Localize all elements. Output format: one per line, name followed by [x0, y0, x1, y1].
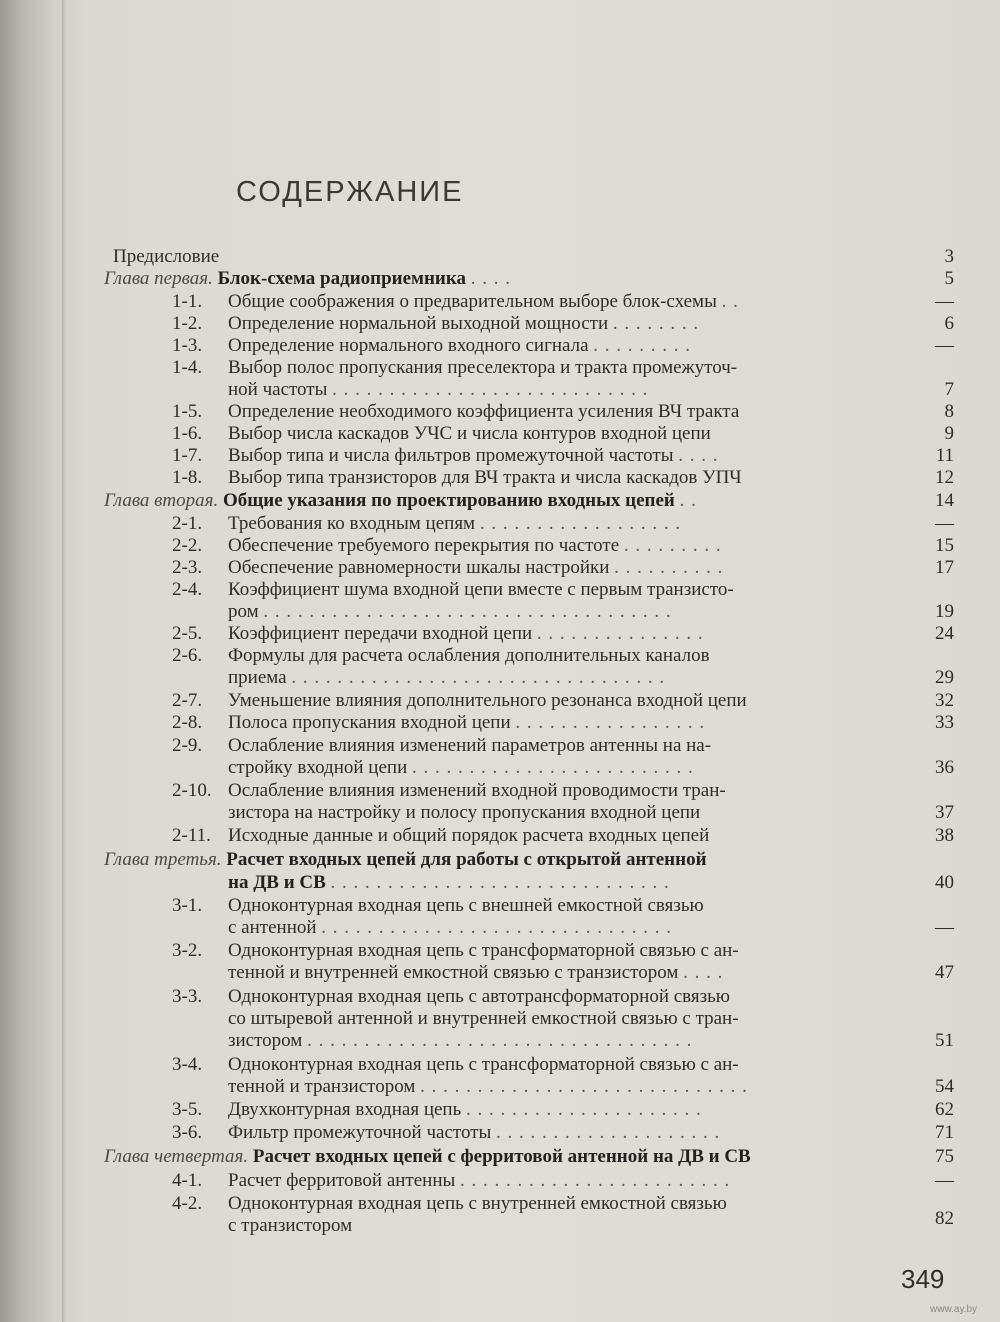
entry-text: Выбор полос пропускания преселектора и тракта промежуточ-: [228, 357, 738, 378]
entry-text: Обеспечение равномерности шкалы настройки: [228, 557, 610, 578]
entry-text: Одноконтурная входная цепь с внешней емкостной связью: [228, 895, 704, 916]
chapter-title: на ДВ и СВ: [228, 872, 326, 893]
section-number: 3-5.: [172, 1099, 203, 1120]
leader-dots: . . . . . . . . . . . . . . . . . .: [479, 513, 682, 534]
entry-text: Общие соображения о предварительном выборе блок-схемы: [228, 291, 717, 312]
chapter-2-heading: [104, 490, 697, 512]
toc-entry-1-6: [172, 423, 711, 445]
entry-text: Исходные данные и общий порядок расчета входных цепей: [228, 825, 710, 846]
entry-text: Полоса пропускания входной цепи: [228, 712, 511, 733]
toc-entry-1-8: [172, 467, 742, 489]
chapter-4-heading: [104, 1146, 751, 1168]
page-ref: 51: [935, 1030, 954, 1051]
toc-entry-2-4-cont: [228, 601, 672, 623]
page-ref: 75: [935, 1146, 954, 1167]
entry-text: с антенной: [228, 917, 317, 938]
section-number: 1-7.: [172, 445, 203, 466]
entry-text: Определение нормального входного сигнала: [228, 335, 589, 356]
chapter-title: Расчет входных цепей с ферритовой антенной на ДВ и СВ: [252, 1146, 751, 1167]
leader-dots: . . . . . . . . . . . . . . . . . . . . . . . . . . . . .: [420, 1076, 748, 1097]
entry-text: Предисловие: [113, 246, 220, 267]
toc-entry-2-10: [172, 780, 726, 802]
leader-dots: . . . . . . . . . . . . . . . . . . . . . . . . . . . . . . . . . .: [307, 1030, 693, 1051]
page-ref: 14: [935, 490, 954, 511]
entry-text: Двухконтурная входная цепь: [228, 1099, 462, 1120]
page-ref: 29: [935, 667, 954, 688]
toc-entry-2-2: [172, 535, 722, 557]
entry-text: Определение нормальной выходной мощности: [228, 313, 609, 334]
leader-dots: . . . . . . . . . . . . . . . . . . . . . . . . .: [412, 757, 694, 778]
section-number: 3-1.: [172, 895, 203, 916]
toc-entry-1-4: [172, 357, 737, 379]
entry-text: Фильтр промежуточной частоты: [228, 1122, 492, 1143]
entry-text: зистора на настройку и полосу пропускания входной цепи: [228, 802, 701, 823]
leader-dots: . . . . . . . . .: [593, 335, 692, 356]
section-number: 2-9.: [172, 735, 203, 756]
entry-text: Одноконтурная входная цепь с трансформаторной связью с ан-: [228, 940, 739, 961]
page-ref: —: [935, 917, 954, 938]
section-number: 2-4.: [172, 579, 203, 600]
section-number: 1-8.: [172, 467, 203, 488]
entry-text: Ослабление влияния изменений параметров антенны на на-: [228, 735, 712, 756]
page-ref: 11: [935, 445, 954, 466]
entry-text: Формулы для расчета ослабления дополнительных каналов: [228, 645, 710, 666]
toc-entry-2-6-cont: [228, 667, 665, 689]
entry-text: тенной и транзистором: [228, 1076, 416, 1097]
section-number: 2-11.: [172, 825, 211, 846]
toc-entry-4-1: [172, 1170, 730, 1192]
page-ref: 5: [944, 268, 954, 289]
leader-dots: . . . .: [683, 962, 724, 983]
section-number: 1-1.: [172, 291, 203, 312]
page-ref: 3: [944, 246, 954, 267]
leader-dots: . .: [679, 490, 697, 511]
toc-entry-3-3-cont2: [228, 1030, 692, 1052]
page-ref: 33: [935, 712, 954, 733]
leader-dots: . . . . . . . .: [612, 313, 700, 334]
toc-entry-4-2: [172, 1193, 727, 1215]
toc-entry-1-3: [172, 335, 691, 357]
entry-text: Выбор типа и числа фильтров промежуточной частоты: [228, 445, 674, 466]
entry-text: Определение необходимого коэффициента усиления ВЧ тракта: [228, 401, 740, 422]
section-number: 1-5.: [172, 401, 203, 422]
toc-entry-2-9: [172, 735, 711, 757]
toc-entry-3-2: [172, 940, 739, 962]
chapter-1-heading: [104, 268, 511, 290]
page-ref: —: [935, 291, 954, 312]
chapter-label: Глава третья.: [104, 849, 222, 870]
toc-entry-3-2-cont: [228, 962, 723, 984]
entry-text: Выбор числа каскадов УЧС и числа контуров входной цепи: [228, 423, 711, 444]
toc-entry-2-11: [172, 825, 709, 847]
leader-dots: . . . .: [470, 268, 512, 289]
entry-text: Обеспечение требуемого перекрытия по частоте: [228, 535, 620, 556]
entry-text: Одноконтурная входная цепь с автотрансформаторной связью: [228, 986, 730, 1007]
entry-text: Одноконтурная входная цепь с внутренней емкостной связью: [228, 1193, 727, 1214]
leader-dots: . . . . . . . . . .: [614, 557, 724, 578]
entry-text: ром: [228, 601, 259, 622]
page-ref: 54: [935, 1076, 954, 1097]
page-ref: 47: [935, 962, 954, 983]
section-number: 2-8.: [172, 712, 203, 733]
entry-text: с транзистором: [228, 1215, 353, 1236]
section-number: 2-5.: [172, 623, 203, 644]
toc-entry-3-3: [172, 986, 730, 1008]
chapter-title: Общие указания по проектированию входных цепей: [222, 490, 675, 511]
entry-text: тенной и внутренней емкостной связью с транзистором: [228, 962, 679, 983]
page-ref: 82: [935, 1208, 954, 1229]
leader-dots: . . . . . . . . . . . . . . . . . . . . .: [466, 1099, 702, 1120]
chapter-title: Блок-схема радиоприемника: [217, 268, 467, 289]
section-number: 4-2.: [172, 1193, 203, 1214]
page-ref: 8: [944, 401, 954, 422]
toc-entry-2-8: [172, 712, 705, 734]
leader-dots: . . . .: [678, 445, 719, 466]
entry-text: приема: [228, 667, 287, 688]
toc-entry-2-4: [172, 579, 734, 601]
leader-dots: . . . . . . . . . . . . . . . . . . . . . . . . . . . .: [332, 379, 649, 400]
entry-text: зистором: [228, 1030, 303, 1051]
toc-entry-2-1: [172, 513, 681, 535]
section-number: 2-1.: [172, 513, 203, 534]
toc-entry-3-4-cont: [228, 1076, 748, 1098]
toc-entry-3-3-cont: [228, 1008, 739, 1030]
chapter-3-heading: [104, 849, 707, 871]
section-number: 2-2.: [172, 535, 203, 556]
chapter-label: Глава вторая.: [104, 490, 219, 511]
page-ref: 7: [944, 379, 954, 400]
chapter-label: Глава первая.: [104, 268, 213, 289]
toc-entry-2-9-cont: [228, 757, 694, 779]
page-ref: 17: [935, 557, 954, 578]
page-ref: 19: [935, 601, 954, 622]
page-ref: 36: [935, 757, 954, 778]
page-ref: —: [935, 335, 954, 356]
section-number: 2-3.: [172, 557, 203, 578]
toc-entry-3-5: [172, 1099, 702, 1121]
page-ref: —: [935, 1170, 954, 1191]
leader-dots: . . . . . . . . . . . . . . . . . . . . . . . . . . . . . . . . .: [291, 667, 666, 688]
toc-entry-2-5: [172, 623, 704, 645]
toc-entry-2-10-cont: [228, 802, 700, 824]
toc-entry-1-7: [172, 445, 718, 467]
section-number: 2-7.: [172, 690, 203, 711]
toc-entry-2-7: [172, 690, 747, 712]
section-number: 1-6.: [172, 423, 203, 444]
section-number: 1-3.: [172, 335, 203, 356]
leader-dots: . . . . . . . . . . . . . . . . . . . . . . . . . . . . . .: [330, 872, 670, 893]
section-number: 4-1.: [172, 1170, 203, 1191]
toc-entry-3-1: [172, 895, 704, 917]
toc-entry-1-2: [172, 313, 699, 335]
chapter-label: Глава четвертая.: [104, 1146, 249, 1167]
section-number: 1-4.: [172, 357, 203, 378]
entry-text: Уменьшение влияния дополнительного резонанса входной цепи: [228, 690, 747, 711]
section-number: 1-2.: [172, 313, 203, 334]
page-ref: 12: [935, 467, 954, 488]
entry-text: Требования ко входным цепям: [228, 513, 476, 534]
section-number: 3-3.: [172, 986, 203, 1007]
entry-text: Коэффициент передачи входной цепи: [228, 623, 533, 644]
toc-entry-preface: [113, 246, 219, 268]
toc-entry-1-1: [172, 291, 739, 313]
entry-text: Выбор типа транзисторов для ВЧ тракта и числа каскадов УПЧ: [228, 467, 742, 488]
leader-dots: . . . . . . . . . . . . . . . . . . . . . . . . . . . . . . .: [321, 917, 673, 938]
section-number: 3-4.: [172, 1054, 203, 1075]
toc-heading: СОДЕРЖАНИЕ: [236, 176, 464, 208]
entry-text: стройку входной цепи: [228, 757, 408, 778]
watermark: www.ay.by: [930, 1304, 978, 1315]
toc-entry-2-3: [172, 557, 723, 579]
page-ref: 37: [935, 802, 954, 823]
leader-dots: . . . . . . . . . . . . . . . . . . . . . . . . . . . . . . . . . . . .: [263, 601, 672, 622]
leader-dots: . . . . . . . . . . . . . . . . . . . . . . . .: [460, 1170, 731, 1191]
toc-entry-2-6: [172, 645, 710, 667]
leader-dots: . . . . . . . . . . . . . . . . .: [515, 712, 706, 733]
chapter-title: Расчет входных цепей для работы с открытой антенной: [226, 849, 707, 870]
section-number: 2-6.: [172, 645, 203, 666]
page-ref: 6: [944, 313, 954, 334]
page-ref: 15: [935, 535, 954, 556]
page-ref: 9: [944, 423, 954, 444]
entry-text: ной частоты: [228, 379, 328, 400]
page-ref: 71: [935, 1122, 954, 1143]
page-ref: 62: [935, 1099, 954, 1120]
leader-dots: . . . . . . . . . . . . . . .: [536, 623, 704, 644]
entry-text: со штыревой антенной и внутренней емкостной связью с тран-: [228, 1008, 739, 1029]
section-number: 2-10.: [172, 780, 212, 801]
leader-dots: . .: [721, 291, 739, 312]
entry-text: Ослабление влияния изменений входной проводимости тран-: [228, 780, 726, 801]
toc-entry-3-6: [172, 1122, 720, 1144]
section-number: 3-6.: [172, 1122, 203, 1143]
section-number: 3-2.: [172, 940, 203, 961]
toc-entry-4-2-cont: [228, 1215, 352, 1237]
page-ref: 40: [935, 872, 954, 893]
entry-text: Одноконтурная входная цепь с трансформаторной связью с ан-: [228, 1054, 739, 1075]
page-ref: 24: [935, 623, 954, 644]
page-ref: —: [935, 513, 954, 534]
toc-entry-3-4: [172, 1054, 739, 1076]
page-ref: 38: [935, 825, 954, 846]
toc-entry-1-5: [172, 401, 739, 423]
chapter-3-heading-cont: [228, 872, 670, 894]
leader-dots: . . . . . . . . . . . . . . . . . . . .: [496, 1122, 721, 1143]
entry-text: Коэффициент шума входной цепи вместе с первым транзисто-: [228, 579, 734, 600]
page-ref: 32: [935, 690, 954, 711]
leader-dots: . . . . . . . . .: [623, 535, 722, 556]
toc-entry-1-4-cont: [228, 379, 648, 401]
page-number: 349: [901, 1264, 945, 1294]
toc-entry-3-1-cont: [228, 917, 672, 939]
entry-text: Расчет ферритовой антенны: [228, 1170, 456, 1191]
